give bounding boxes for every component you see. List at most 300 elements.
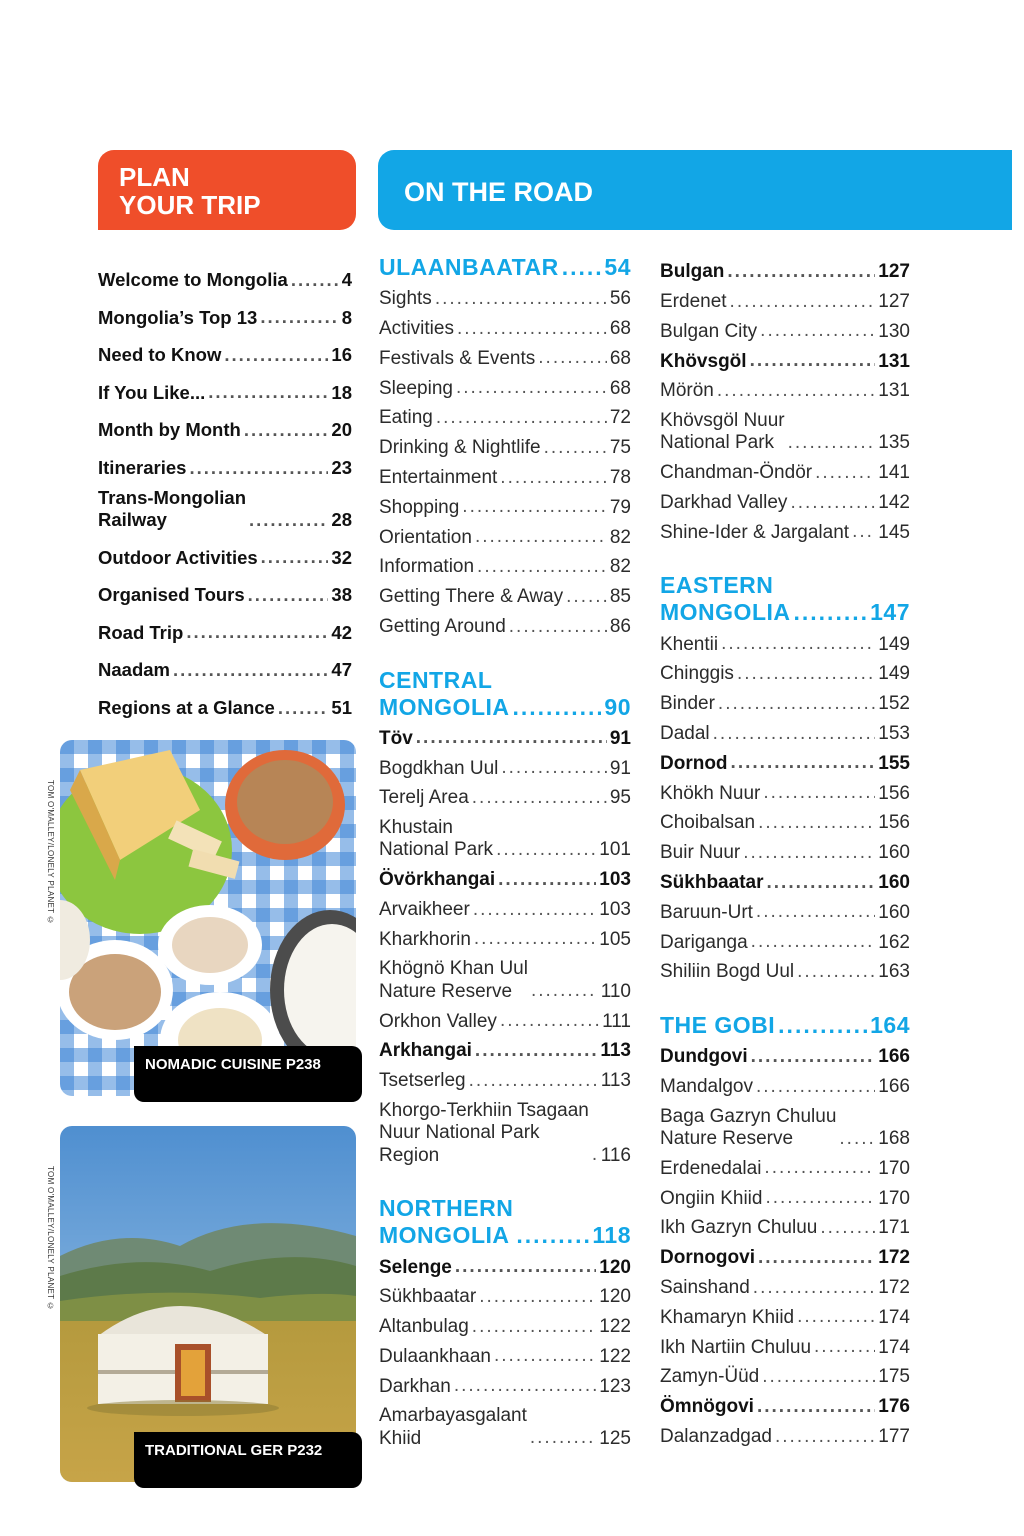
toc-entry-label: Trans-Mongolian Railway — [98, 486, 246, 531]
toc-entry-page: 130 — [878, 320, 910, 342]
toc-entry-page: 79 — [609, 496, 631, 518]
toc-entry — [98, 292, 352, 330]
plan-banner-line2: YOUR TRIP — [119, 190, 261, 220]
leader-dots — [173, 661, 328, 679]
toc-entry-page: 122 — [599, 1345, 631, 1367]
section-page: 118 — [592, 1222, 631, 1249]
toc-entry-label: Khamaryn Khiid — [660, 1306, 795, 1328]
leader-dots — [500, 1012, 599, 1030]
leader-dots — [566, 588, 607, 606]
toc-entry — [379, 780, 631, 810]
toc-entry — [660, 954, 910, 984]
leader-dots — [472, 1318, 597, 1336]
toc-entry — [379, 1093, 631, 1168]
toc-entry — [660, 1270, 910, 1300]
toc-entry-label: Övörkhangai — [379, 869, 496, 891]
leader-dots — [757, 1398, 875, 1416]
section-title: EASTERN MONGOLIA — [660, 572, 791, 626]
toc-entry-label: Getting There & Away — [379, 586, 564, 608]
leader-dots — [469, 1072, 598, 1090]
toc-entry-label: Baruun-Urt — [660, 901, 753, 923]
toc-entry-label: Organised Tours — [98, 584, 245, 606]
toc-entry-page: 166 — [878, 1076, 910, 1098]
toc-entry — [660, 924, 910, 954]
leader-dots — [189, 459, 328, 477]
toc-entry-label: Khorgo-Terkhiin Tsagaan Nuur National Park Region — [379, 1099, 589, 1166]
section-gap — [379, 1167, 631, 1195]
leader-dots — [454, 1377, 596, 1395]
toc-entry — [379, 579, 631, 609]
toc-entry — [660, 1240, 910, 1270]
toc-entry-page: 23 — [331, 457, 352, 479]
toc-entry-page: 176 — [878, 1396, 910, 1418]
toc-entry — [379, 400, 631, 430]
toc-entry — [660, 835, 910, 865]
toc-entry — [660, 1389, 910, 1419]
section-page: 54 — [604, 254, 631, 280]
toc-entry-page: 160 — [878, 872, 910, 894]
toc-entry — [660, 1180, 910, 1210]
toc-entry-page: 125 — [599, 1427, 631, 1449]
leader-dots — [260, 308, 338, 326]
leader-dots — [727, 263, 875, 281]
toc-entry-page: 68 — [609, 377, 631, 399]
leader-dots — [186, 623, 328, 641]
toc-entry — [98, 442, 352, 480]
toc-entry-page: 174 — [878, 1306, 910, 1328]
toc-entry-page: 162 — [878, 931, 910, 953]
toc-entry-page: 127 — [878, 291, 910, 313]
leader-dots — [766, 874, 875, 892]
toc-entry-page: 170 — [878, 1187, 910, 1209]
toc-entry — [660, 895, 910, 925]
toc-entry-label: Khövsgöl Nuur National Park — [660, 409, 785, 454]
toc-entry-page: 156 — [878, 782, 910, 804]
toc-entry — [379, 1398, 631, 1450]
section-gap — [379, 639, 631, 667]
toc-entry-page: 75 — [609, 437, 631, 459]
leader-dots — [820, 1219, 875, 1237]
leader-dots — [764, 1159, 875, 1177]
toc-entry-label: Sükhbaatar — [660, 872, 764, 894]
toc-entry — [660, 1039, 910, 1069]
toc-entry-label: Dariganga — [660, 931, 748, 953]
toc-entry-page: 28 — [331, 509, 352, 531]
leader-dots — [753, 1279, 876, 1297]
toc-entry-label: Altanbulag — [379, 1316, 469, 1338]
leader-dots — [208, 383, 328, 401]
toc-entry-label: Need to Know — [98, 344, 222, 366]
toc-entry — [379, 549, 631, 579]
leader-dots — [778, 1015, 867, 1035]
toc-entry-label: Activities — [379, 318, 454, 340]
toc-entry-label: Khentii — [660, 633, 719, 655]
toc-entry-page: 156 — [878, 812, 910, 834]
leader-dots — [472, 789, 607, 807]
leader-dots — [494, 1347, 596, 1365]
leader-dots — [562, 257, 602, 277]
toc-entry-page: 20 — [331, 419, 352, 441]
toc-entry-page: 123 — [599, 1375, 631, 1397]
leader-dots — [839, 1130, 875, 1148]
leader-dots — [516, 1225, 589, 1245]
toc-entry-page: 141 — [878, 462, 910, 484]
leader-dots — [765, 1189, 875, 1207]
traditional-ger-photo — [60, 1126, 356, 1482]
toc-entry-label: Welcome to Mongolia — [98, 269, 288, 291]
section-page: 147 — [870, 599, 910, 626]
toc-entry-page: 166 — [878, 1046, 910, 1068]
toc-entry — [660, 343, 910, 373]
toc-entry-page: 172 — [878, 1277, 910, 1299]
toc-entry-label: Amarbayasgalant Khiid — [379, 1405, 527, 1449]
leader-dots — [794, 602, 868, 622]
leader-dots — [730, 293, 876, 311]
toc-entry-page: 155 — [878, 752, 910, 774]
toc-entry-page: 56 — [609, 288, 631, 310]
toc-entry-label: Entertainment — [379, 467, 498, 489]
toc-entry-page: 127 — [878, 261, 910, 283]
toc-entry-label: Information — [379, 556, 475, 578]
leader-dots — [717, 382, 875, 400]
section-title: ULAANBAATAR — [379, 254, 559, 280]
leader-dots — [751, 1048, 876, 1066]
toc-entry — [660, 455, 910, 485]
plan-your-trip-banner — [98, 150, 356, 230]
toc-entry-label: Mongolia’s Top 13 — [98, 306, 258, 328]
leader-dots — [852, 523, 875, 541]
leader-dots — [788, 434, 876, 452]
leader-dots — [544, 439, 607, 457]
toc-entry-page: 68 — [609, 347, 631, 369]
leader-dots — [538, 349, 607, 367]
leader-dots — [756, 903, 875, 921]
toc-entry-page: 16 — [331, 344, 352, 366]
toc-entry-label: Sükhbaatar — [379, 1286, 477, 1308]
toc-entry-label: Khökh Nuur — [660, 782, 761, 804]
toc-entry — [660, 373, 910, 403]
toc-entry — [660, 1329, 910, 1359]
toc-entry-page: 170 — [878, 1157, 910, 1179]
toc-entry-label: Orientation — [379, 526, 472, 548]
leader-dots — [815, 464, 875, 482]
toc-entry-page: 86 — [609, 616, 631, 638]
toc-entry-label: Khövsgöl — [660, 350, 747, 372]
leader-dots — [416, 729, 607, 747]
section-heading — [379, 667, 631, 721]
toc-entry-page: 116 — [600, 1144, 631, 1166]
on-the-road-banner: ON THE ROAD — [378, 150, 1012, 230]
toc-entry-page: 91 — [609, 727, 631, 749]
toc-entry-label: If You Like... — [98, 381, 206, 403]
toc-entry — [660, 805, 910, 835]
toc-entry-page: 51 — [331, 697, 352, 719]
toc-entry-page: 91 — [609, 757, 631, 779]
toc-entry-page: 103 — [599, 869, 631, 891]
toc-entry — [379, 1279, 631, 1309]
leader-dots — [456, 379, 607, 397]
toc-entry — [379, 810, 631, 862]
toc-entry — [379, 951, 631, 1003]
toc-entry — [660, 485, 910, 515]
toc-entry — [379, 862, 631, 892]
section-title: CENTRAL MONGOLIA — [379, 666, 510, 720]
toc-entry-label: Khustain National Park — [379, 816, 494, 861]
toc-entry-page: 113 — [600, 1070, 631, 1092]
contents-column-left — [379, 254, 631, 1450]
toc-entry-page: 111 — [602, 1010, 631, 1032]
toc-entry — [379, 281, 631, 311]
toc-entry-label: Orkhon Valley — [379, 1010, 497, 1032]
toc-entry-label: Chinggis — [660, 663, 734, 685]
toc-entry-page: 149 — [878, 663, 910, 685]
leader-dots — [261, 548, 329, 566]
leader-dots — [531, 982, 598, 1000]
toc-entry — [660, 1069, 910, 1099]
toc-entry — [379, 1339, 631, 1369]
toc-entry — [98, 367, 352, 405]
toc-entry-label: Shopping — [379, 496, 460, 518]
toc-entry-label: Erdenedalai — [660, 1157, 762, 1179]
toc-entry-page: 175 — [878, 1366, 910, 1388]
toc-entry-page: 153 — [878, 723, 910, 745]
toc-entry-page: 68 — [609, 318, 631, 340]
toc-entry — [379, 519, 631, 549]
toc-entry — [379, 1033, 631, 1063]
toc-entry — [379, 750, 631, 780]
toc-entry-label: Darkhan — [379, 1375, 451, 1397]
toc-entry-page: 174 — [878, 1336, 910, 1358]
toc-entry-label: Drinking & Nightlife — [379, 437, 541, 459]
toc-entry-page: 105 — [599, 928, 631, 950]
leader-dots — [775, 1428, 875, 1446]
leader-dots — [249, 511, 328, 529]
toc-entry — [660, 515, 910, 545]
leader-dots — [731, 754, 876, 772]
toc-entry-page: 103 — [599, 899, 631, 921]
toc-entry-label: Binder — [660, 693, 715, 715]
toc-entry-label: Dornod — [660, 752, 728, 774]
toc-entry-label: Road Trip — [98, 621, 184, 643]
toc-entry-label: Festivals & Events — [379, 347, 536, 369]
toc-entry-label: Tsetserleg — [379, 1070, 466, 1092]
toc-entry — [98, 607, 352, 645]
toc-entry-page: 4 — [341, 269, 352, 291]
toc-entry-label: Selenge — [379, 1256, 452, 1278]
toc-entry-page: 85 — [609, 586, 631, 608]
leader-dots — [462, 498, 607, 516]
toc-entry — [660, 716, 910, 746]
traditional-ger-caption: TRADITIONAL GER P232 — [134, 1432, 362, 1488]
plan-your-trip-list — [98, 254, 352, 720]
toc-entry-label: Dadal — [660, 723, 710, 745]
toc-entry — [98, 404, 352, 442]
section-title: NORTHERN MONGOLIA — [379, 1195, 514, 1249]
toc-entry — [98, 682, 352, 720]
toc-entry-label: Getting Around — [379, 616, 506, 638]
leader-dots — [756, 1078, 875, 1096]
toc-entry-label: Dornogovi — [660, 1247, 755, 1269]
plan-banner-line1: PLAN — [119, 162, 190, 192]
toc-entry-label: Terelj Area — [379, 787, 469, 809]
leader-dots — [814, 1338, 875, 1356]
toc-entry-page: 101 — [599, 839, 631, 861]
leader-dots — [797, 1308, 875, 1326]
toc-entry — [660, 686, 910, 716]
toc-entry-page: 32 — [331, 546, 352, 568]
toc-entry-label: Sleeping — [379, 377, 453, 399]
section-heading — [379, 1195, 631, 1249]
toc-entry-page: 149 — [878, 633, 910, 655]
leader-dots — [760, 322, 875, 340]
toc-entry — [660, 1151, 910, 1181]
toc-entry-label: Choibalsan — [660, 812, 756, 834]
section-gap — [660, 544, 910, 572]
contents-column-right — [660, 254, 910, 1449]
toc-entry-page: 82 — [609, 556, 631, 578]
leader-dots — [530, 1429, 596, 1447]
leader-dots — [473, 901, 596, 919]
toc-entry-page: 38 — [331, 584, 352, 606]
leader-dots — [477, 558, 607, 576]
leader-dots — [457, 320, 607, 338]
toc-entry — [660, 746, 910, 776]
leader-dots — [592, 1146, 598, 1164]
toc-entry-label: Ömnögovi — [660, 1396, 754, 1418]
toc-entry-label: Sainshand — [660, 1277, 750, 1299]
toc-entry — [660, 1300, 910, 1330]
leader-dots — [790, 494, 875, 512]
toc-entry-page: 113 — [600, 1040, 631, 1062]
toc-entry — [660, 775, 910, 805]
toc-entry — [379, 1368, 631, 1398]
leader-dots — [224, 346, 328, 364]
leader-dots — [758, 1249, 875, 1267]
toc-entry-page: 160 — [878, 901, 910, 923]
toc-entry — [660, 403, 910, 455]
toc-entry-label: Eating — [379, 407, 433, 429]
toc-entry-label: Shiliin Bogd Uul — [660, 961, 795, 983]
toc-entry-label: Mörön — [660, 380, 714, 402]
leader-dots — [474, 930, 596, 948]
toc-entry-label: Outdoor Activities — [98, 546, 258, 568]
toc-entry-label: Töv — [379, 727, 413, 749]
leader-dots — [479, 1288, 596, 1306]
toc-entry-page: 120 — [599, 1286, 631, 1308]
toc-entry — [98, 569, 352, 607]
leader-dots — [436, 409, 607, 427]
leader-dots — [496, 841, 596, 859]
leader-dots — [435, 290, 607, 308]
toc-entry — [98, 532, 352, 570]
section-heading — [660, 572, 910, 626]
toc-entry-page: 135 — [878, 432, 910, 454]
toc-entry — [660, 865, 910, 895]
section-heading — [660, 1012, 910, 1039]
section-title: THE GOBI — [660, 1011, 776, 1038]
leader-dots — [291, 271, 339, 289]
toc-entry-label: Arkhangai — [379, 1040, 472, 1062]
toc-entry — [660, 626, 910, 656]
toc-entry-page: 72 — [609, 407, 631, 429]
toc-entry — [379, 1309, 631, 1339]
toc-entry-page: 122 — [599, 1316, 631, 1338]
nomadic-cuisine-photo — [60, 740, 356, 1096]
leader-dots — [248, 586, 329, 604]
toc-entry-page: 131 — [878, 380, 910, 402]
toc-entry — [379, 922, 631, 952]
toc-entry-label: Itineraries — [98, 457, 187, 479]
toc-entry-label: Darkhad Valley — [660, 492, 788, 514]
leader-dots — [721, 635, 875, 653]
leader-dots — [743, 844, 875, 862]
toc-entry-label: Zamyn-Üüd — [660, 1366, 760, 1388]
toc-entry — [379, 460, 631, 490]
toc-entry-page: 168 — [878, 1128, 910, 1150]
toc-entry-page: 152 — [878, 693, 910, 715]
toc-entry — [379, 1003, 631, 1033]
toc-entry-label: Ikh Nartiin Chuluu — [660, 1336, 812, 1358]
toc-entry-page: 47 — [331, 659, 352, 681]
leader-dots — [498, 871, 596, 889]
leader-dots — [278, 699, 329, 717]
toc-entry — [379, 1249, 631, 1279]
toc-entry — [660, 1419, 910, 1449]
leader-dots — [718, 695, 875, 713]
toc-entry — [660, 254, 910, 284]
toc-entry-label: Mandalgov — [660, 1076, 753, 1098]
toc-entry-label: Dalanzadgad — [660, 1426, 772, 1447]
section-gap — [660, 984, 910, 1012]
toc-entry-label: Bulgan — [660, 261, 725, 283]
toc-entry-label: Sights — [379, 288, 432, 310]
toc-entry-page: 177 — [878, 1426, 910, 1447]
leader-dots — [513, 697, 602, 717]
toc-entry — [379, 892, 631, 922]
leader-dots — [244, 421, 329, 439]
toc-entry-page: 160 — [878, 842, 910, 864]
toc-entry-label: Baga Gazryn Chuluu Nature Reserve — [660, 1105, 837, 1150]
photo-credit: TOM O'MALLEY/LONELY PLANET © — [46, 780, 55, 926]
toc-entry — [98, 329, 352, 367]
toc-entry-page: 8 — [341, 306, 352, 328]
leader-dots — [475, 528, 607, 546]
toc-entry-label: Buir Nuur — [660, 842, 741, 864]
toc-entry — [660, 1359, 910, 1389]
toc-entry — [379, 721, 631, 751]
leader-dots — [501, 759, 606, 777]
toc-entry-page: 142 — [878, 492, 910, 514]
leader-dots — [455, 1258, 596, 1276]
toc-entry — [660, 284, 910, 314]
toc-entry — [379, 1063, 631, 1093]
toc-entry-label: Regions at a Glance — [98, 697, 275, 719]
toc-entry-page: 95 — [609, 787, 631, 809]
section-page: 164 — [870, 1011, 910, 1038]
photo-credit: TOM O'MALLEY/LONELY PLANET © — [46, 1166, 55, 1312]
toc-entry — [660, 314, 910, 344]
leader-dots — [750, 352, 876, 370]
leader-dots — [762, 1368, 875, 1386]
toc-entry-label: Naadam — [98, 659, 170, 681]
toc-entry-page: 171 — [878, 1217, 910, 1239]
toc-entry-page: 163 — [878, 961, 910, 983]
toc-entry — [379, 609, 631, 639]
toc-entry-label: Arvaikheer — [379, 899, 470, 921]
toc-entry-label: Ongiin Khiid — [660, 1187, 763, 1209]
leader-dots — [737, 665, 875, 683]
toc-entry-label: Month by Month — [98, 419, 241, 441]
